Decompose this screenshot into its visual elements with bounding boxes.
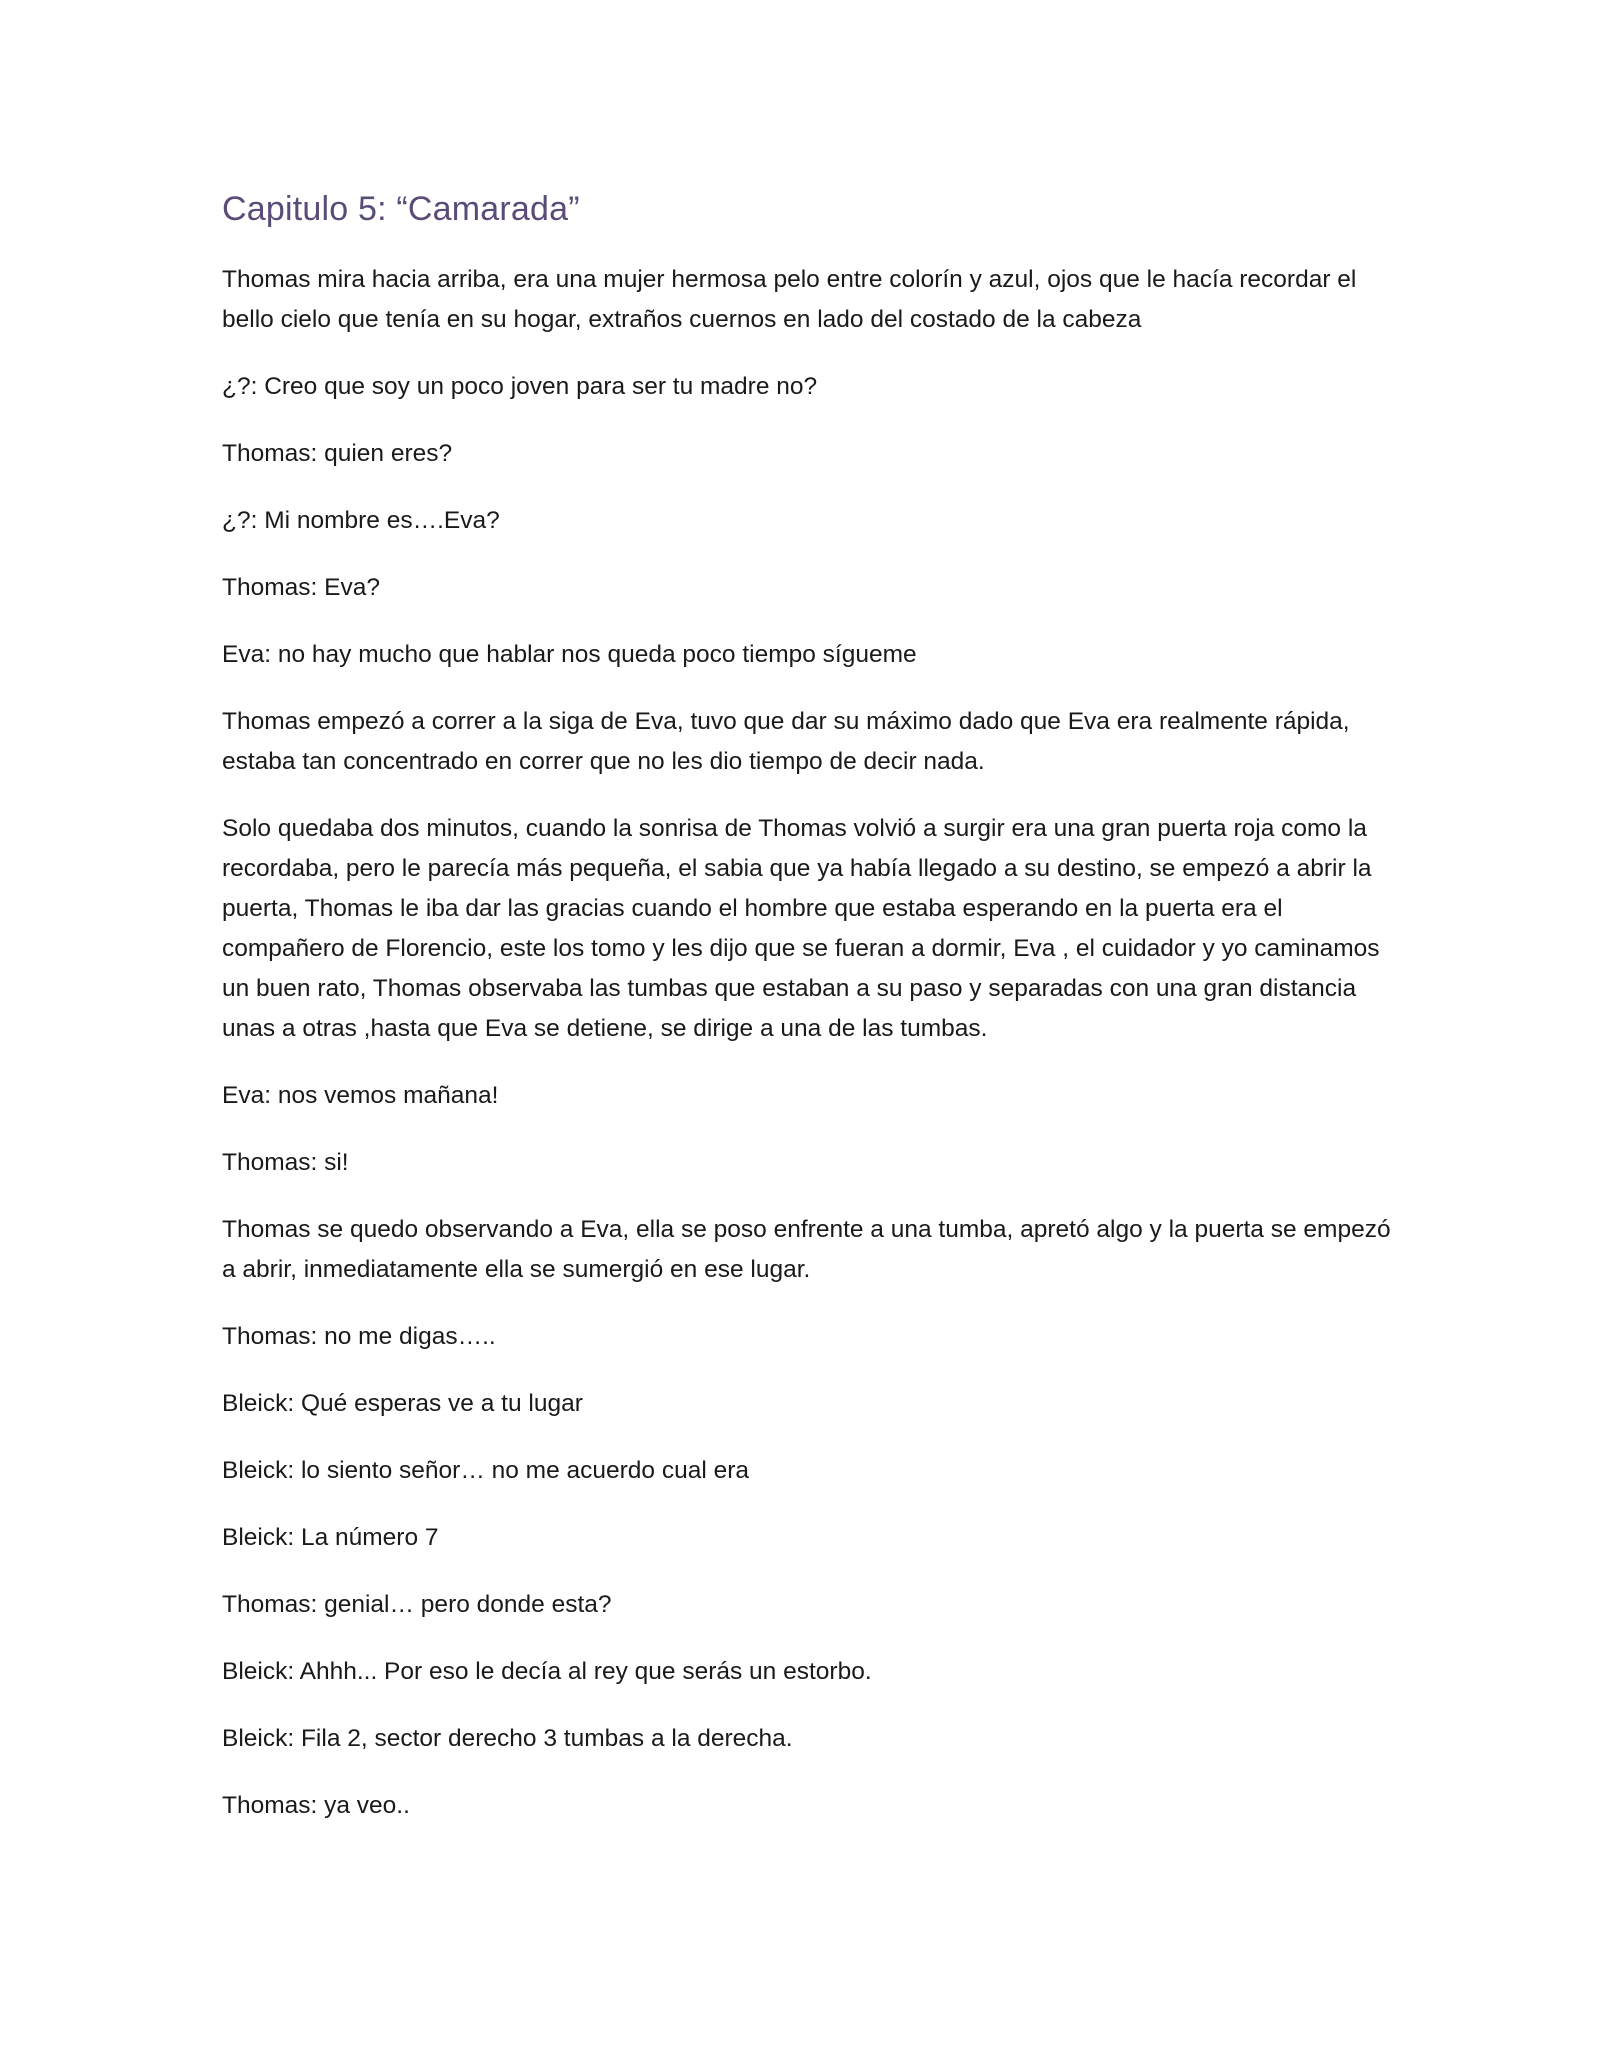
paragraph: Eva: nos vemos mañana! [222, 1082, 499, 1109]
paragraph: Thomas se quedo observando a Eva, ella se poso enfrente a una tumba, apretó algo y la puerta se empezó a abrir, inmediatamente ella se sumergió en ese lugar. [222, 1216, 1391, 1283]
paragraph: Thomas: si! [222, 1149, 349, 1176]
paragraph: Thomas mira hacia arriba, era una mujer hermosa pelo entre colorín y azul, ojos que le hacía recordar el bello cielo que tenía en su hogar, extraños cuernos en lado del costado de la cabeza [222, 266, 1357, 333]
paragraph: Bleick: Fila 2, sector derecho 3 tumbas a la derecha. [222, 1725, 793, 1752]
paragraph: Eva: no hay mucho que hablar nos queda poco tiempo sígueme [222, 641, 917, 668]
paragraph: Bleick: Qué esperas ve a tu lugar [222, 1390, 583, 1417]
paragraph: Bleick: Ahhh... Por eso le decía al rey que serás un estorbo. [222, 1658, 872, 1685]
paragraph: Thomas: quien eres? [222, 440, 453, 467]
paragraph: Thomas: no me digas….. [222, 1323, 496, 1350]
page-content [222, 184, 1392, 1853]
paragraph: Solo quedaba dos minutos, cuando la sonrisa de Thomas volvió a surgir era una gran puerta roja como la recordaba, pero le parecía más pequeña, el sabia que ya había llegado a su destino, se empezó a abrir la puerta, Thomas le iba dar las gracias cuando el hombre que estaba esperando en la puerta era el compañero de Florencio, este los tomo y les dijo que se fueran a dormir, Eva , el cuidador y yo caminamos un buen rato, Thomas observaba las tumbas que estaban a su paso y separadas con una gran distancia unas a otras ,hasta que Eva se detiene, se dirige a una de las tumbas. [222, 815, 1380, 1042]
paragraph: Thomas: genial… pero donde esta? [222, 1591, 612, 1618]
paragraph: Bleick: La número 7 [222, 1524, 439, 1551]
paragraph: Thomas: ya veo.. [222, 1792, 410, 1819]
paragraph: Bleick: lo siento señor… no me acuerdo cual era [222, 1457, 750, 1484]
chapter-title: Capitulo 5: “Camarada” [222, 190, 580, 228]
paragraph: Thomas empezó a correr a la siga de Eva, tuvo que dar su máximo dado que Eva era realmente rápida, estaba tan concentrado en correr que no les dio tiempo de decir nada. [222, 708, 1350, 775]
paragraph: Thomas: Eva? [222, 574, 380, 601]
paragraph: ¿?: Creo que soy un poco joven para ser tu madre no? [222, 373, 818, 400]
paragraph: ¿?: Mi nombre es….Eva? [222, 507, 500, 534]
